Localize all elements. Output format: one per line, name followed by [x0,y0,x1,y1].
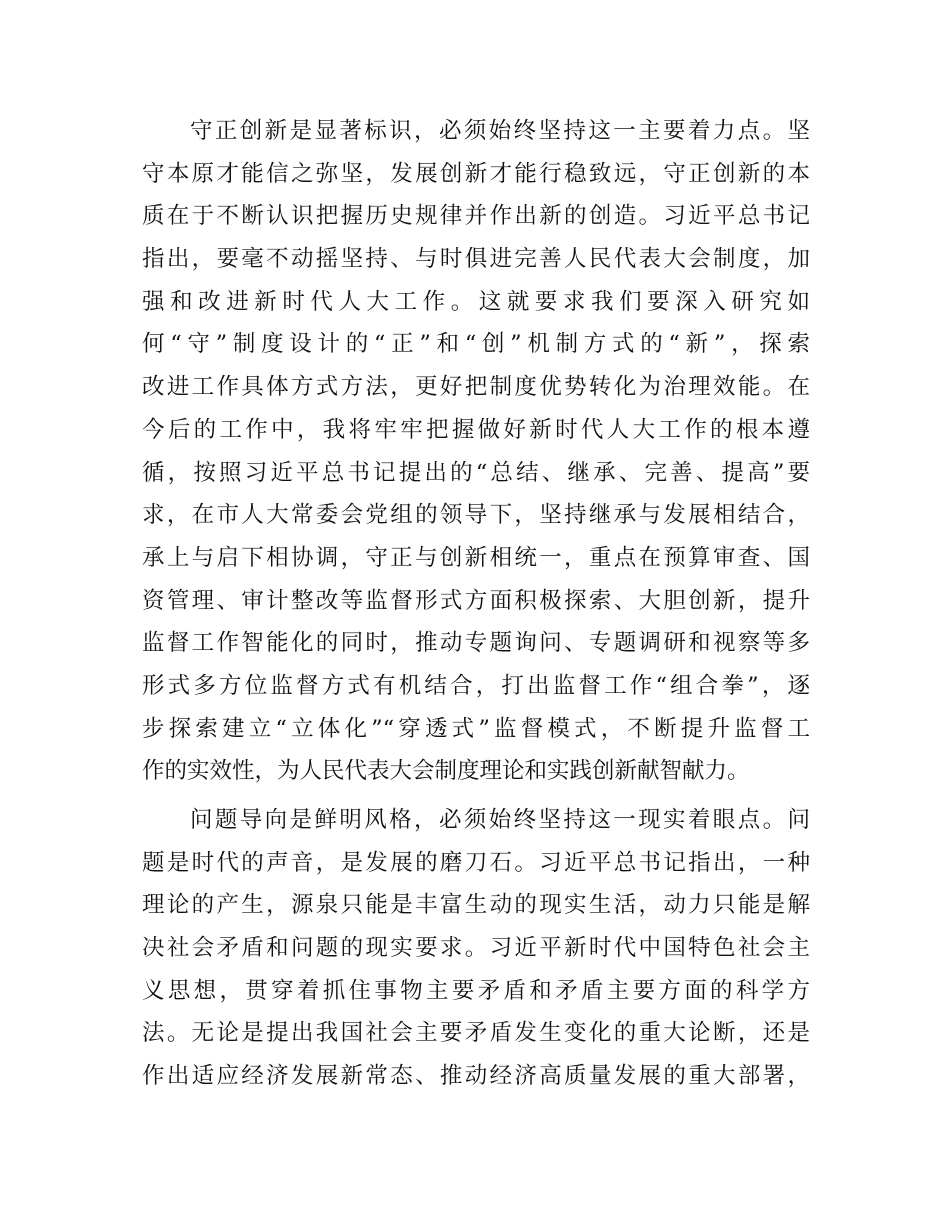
paragraph-line: 问题导向是鲜明风格，必须始终坚持这一现实着眼点。问 [190,807,810,833]
document-body [142,110,810,1098]
paragraph-line: 改进工作具体方式方法，更好把制度优势转化为治理效能。在 [142,374,810,401]
paragraph-line: 作的实效性，为人民代表大会制度理论和实践创新献智献力。 [142,758,750,785]
paragraph-line: 义思想，贯穿着抓住事物主要矛盾和矛盾主要方面的科学方 [142,977,810,1004]
paragraph-line: 守正创新是显著标识，必须始终坚持这一主要着力点。坚 [190,118,810,144]
paragraph-line: 强和改进新时代人大工作。这就要求我们要深入研究如 [142,288,810,315]
paragraph-line: 监督工作智能化的同时，推动专题询问、专题调研和视察等多 [142,630,810,657]
paragraph-line: 指出，要毫不动摇坚持、与时俱进完善人民代表大会制度，加 [142,246,810,273]
paragraph-line: 形式多方位监督方式有机结合，打出监督工作“组合拳”，逐 [142,672,810,699]
paragraph-line: 理论的产生，源泉只能是丰富生动的现实生活，动力只能是解 [142,892,810,919]
paragraph-line: 法。无论是提出我国社会主要矛盾发生变化的重大论断，还是 [142,1020,810,1047]
paragraph-line: 守本原才能信之弥坚，发展创新才能行稳致远，守正创新的本 [142,160,810,187]
paragraph-line: 作出适应经济发展新常态、推动经济高质量发展的重大部署， [142,1063,810,1090]
paragraph-line: 求，在市人大常委会党组的领导下，坚持继承与发展相结合， [142,502,810,529]
paragraph-line: 步探索建立“立体化”“穿透式”监督模式，不断提升监督工 [142,715,810,742]
paragraph-line: 何“守”制度设计的“正”和“创”机制方式的“新”，探索 [142,331,810,358]
paragraph-line: 承上与启下相协调，守正与创新相统一，重点在预算审查、国 [142,544,810,571]
paragraph-line: 质在于不断认识把握历史规律并作出新的创造。习近平总书记 [142,203,810,230]
paragraph-wenti-daoxiang [142,799,810,1098]
paragraph-line: 题是时代的声音，是发展的磨刀石。习近平总书记指出，一种 [142,849,810,876]
paragraph-line: 今后的工作中，我将牢牢把握做好新时代人大工作的根本遵 [142,416,810,443]
paragraph-line: 循，按照习近平总书记提出的“总结、继承、完善、提高”要 [142,459,810,486]
paragraph-line: 决社会矛盾和问题的现实要求。习近平新时代中国特色社会主 [142,935,810,962]
paragraph-line: 资管理、审计整改等监督形式方面积极探索、大胆创新，提升 [142,587,810,614]
paragraph-shouzheng-chuangxin [142,110,810,793]
